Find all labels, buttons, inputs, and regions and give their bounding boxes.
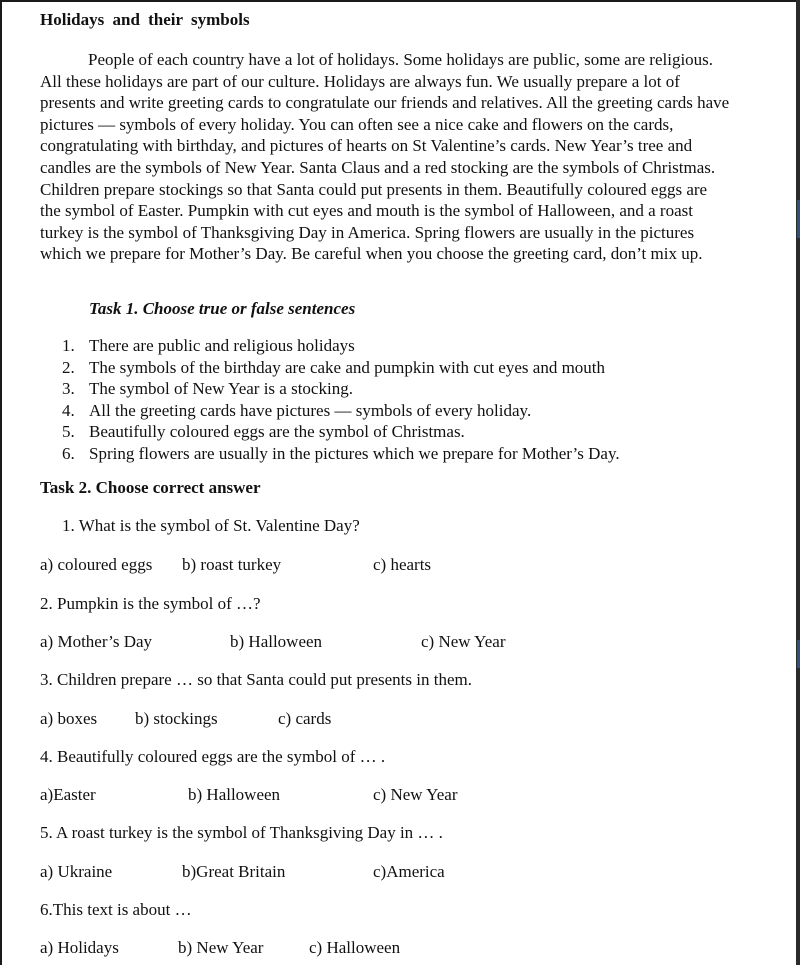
body-paragraph: People of each country have a lot of holidays. Some holidays are public, some are religious. All these holidays are part of our culture. Holidays are always fun. We usually prepare a lot of presents and write greeting cards to congratulate our friends and relatives. All the greeting cards have pictures — symbols of every holiday. You can often see a nice cake and flowers on the cards, congratulating with birthday, and pictures of hearts on St Valentine’s cards. New Year’s tree and candles are the symbols of New Year. Santa Claus and a red stocking are the symbols of Christmas. Children prepare stockings so that Santa could put presents in them. Beautifully coloured eggs are the symbol of Easter. Pumpkin with cut eyes and mouth is the symbol of Halloween, and a roast turkey is the symbol of Thanksgiving Day in America. Spring flowers are usually in the pictures which we prepare for Mother’s Day. Be careful when you choose the greeting card, don’t mix up. <box>40 50 730 264</box>
task1-item-text: The symbol of New Year is a stocking. <box>89 379 353 399</box>
task2-option-b: b) Halloween <box>230 632 323 651</box>
task2-question: 2. Pumpkin is the symbol of …? <box>40 594 261 613</box>
task1-item <box>62 400 620 422</box>
task2-option-c: c)America <box>373 862 445 881</box>
task1-item-number: 5. <box>62 422 75 442</box>
task1-item <box>62 357 620 379</box>
task2-question: 3. Children prepare … so that Santa could put presents in them. <box>40 670 472 689</box>
task2-option-b: b) roast turkey <box>182 555 282 574</box>
task1-item-number: 1. <box>62 336 75 355</box>
task2-question: 5. A roast turkey is the symbol of Thanksgiving Day in … . <box>40 823 443 842</box>
task2-option-c: c) New Year <box>373 785 458 804</box>
task1-item-text: There are public and religious holidays <box>89 336 355 355</box>
task1-heading: Task 1. Choose true or false sentences <box>89 299 356 318</box>
task2-option-a: a) coloured eggs <box>40 555 153 574</box>
task2-option-b: b) Halloween <box>188 785 281 804</box>
task1-item-text: All the greeting cards have pictures — symbols of every holiday. <box>89 400 532 420</box>
task2-question: 4. Beautifully coloured eggs are the symbol of … . <box>40 747 386 766</box>
task2-option-b: b) stockings <box>135 709 218 728</box>
task2-option-c: c) New Year <box>421 632 506 651</box>
task1-item-text: The symbols of the birthday are cake and pumpkin with cut eyes and mouth <box>89 357 606 377</box>
task2-option-c: c) hearts <box>373 555 432 574</box>
task1-item <box>62 378 620 400</box>
task1-item-number: 3. <box>62 379 75 399</box>
task1-item <box>62 443 620 465</box>
task2-option-a: a) boxes <box>40 709 98 728</box>
task1-item-text: Beautifully coloured eggs are the symbol of Christmas. <box>89 422 465 442</box>
task2-heading: Task 2. Choose correct answer <box>40 478 261 497</box>
page-left-border <box>0 0 2 965</box>
task2-question: 1. What is the symbol of St. Valentine Day? <box>62 516 360 535</box>
task2-option-c: c) cards <box>278 709 332 728</box>
document-title: Holidays and their symbols <box>40 10 250 29</box>
task2-option-b: b) New Year <box>178 938 264 957</box>
task2-option-a: a) Holidays <box>40 938 119 957</box>
task1-item-number: 2. <box>62 357 75 377</box>
task2-option-a: a) Ukraine <box>40 862 113 881</box>
task2-option-a: a) Mother’s Day <box>40 632 153 651</box>
task1-item <box>62 421 620 443</box>
task1-item <box>62 335 620 357</box>
task1-list <box>62 335 620 465</box>
task2-option-b: b)Great Britain <box>182 862 286 881</box>
task2-question: 6.This text is about … <box>40 900 192 919</box>
task1-item-number: 6. <box>62 443 75 463</box>
page-right-border <box>796 0 800 965</box>
task2-option-a: a)Easter <box>40 785 96 804</box>
task2-option-c: c) Halloween <box>309 938 401 957</box>
task1-item-text: Spring flowers are usually in the pictures which we prepare for Mother’s Day. <box>89 443 620 463</box>
page-top-border <box>0 0 800 2</box>
task1-item-number: 4. <box>62 400 75 420</box>
